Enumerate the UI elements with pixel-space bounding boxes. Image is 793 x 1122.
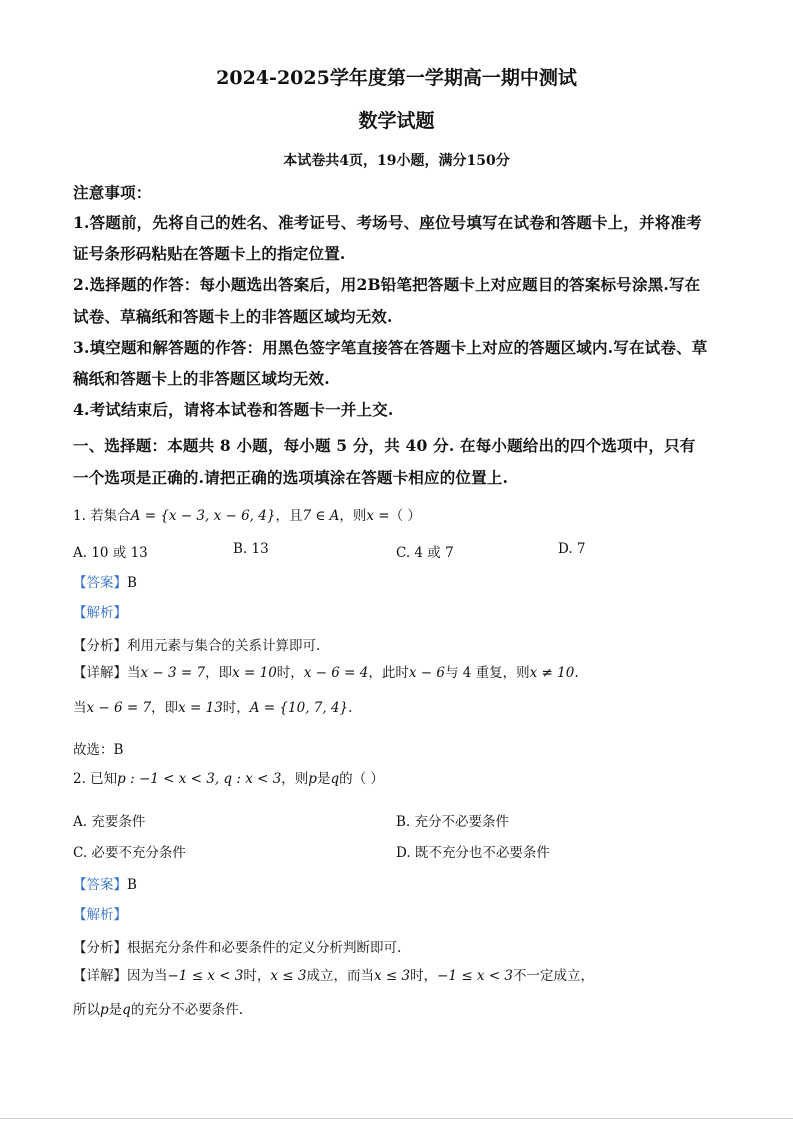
q1-detail-text: 时， [222,700,250,716]
q1-detail-math: x − 6 = 7 [86,700,152,716]
q2-detail-math: q [122,1002,131,1018]
q1-mid: ，且 [275,508,303,524]
notes-line-7: 4.考试结束后，请将本试卷和答题卡一并上交. [73,400,394,419]
q2-detail-text: 时， [410,968,438,984]
q1-detail-math: x = 10 [232,665,277,681]
q2-detail-text: 是 [108,1002,123,1018]
exam-info: 本试卷共4页，19小题，满分150分 [283,153,510,169]
q2-detail-text: 因为当 [127,968,168,984]
q2-fenxi-text: 根据充分条件和必要条件的定义分析判断即可. [127,940,402,956]
q1-fenxi [73,634,320,654]
q1-ask-expr: x = [366,508,390,524]
section1-line-2: 一个选项是正确的.请把正确的选项填涂在答题卡相应的位置上. [73,468,509,487]
q1-detail-text: ，此时 [368,665,409,681]
q2-answer-value: B [127,877,137,893]
q1-tail: （ ） [389,508,421,524]
q2-detail-text: 所以 [73,1002,100,1018]
q1-fenxi-tag: 【分析】 [73,638,127,654]
q2-option-b: B. 充分不必要条件 [396,814,510,830]
notes-line-4: 试卷、草稿纸和答题卡上的非答题区域均无效. [73,307,393,326]
q1-set-expr: A = {x − 3, x − 6, 4} [130,508,276,524]
q2-detail-text: 时， [243,968,271,984]
q2-option-a: A. 充要条件 [73,814,146,830]
q2-detail-math: −1 ≤ x < 3 [167,968,244,984]
q1-detail-line-1 [73,661,579,681]
q1-option-c: C. 4 或 7 [396,545,454,561]
q2-answer [73,873,137,893]
q2-option-c: C. 必要不充分条件 [73,845,186,861]
q1-detail-math: x − 3 = 7 [140,665,206,681]
q1-prefix: 1. 若集合 [73,508,131,524]
q2-fenxi [73,936,401,956]
q2-detail-math: x ≤ 3 [374,968,411,984]
q1-option-a: A. 10 或 13 [73,545,148,561]
q1-answer-value: B [127,575,137,591]
notes-line-6: 稿纸和答题卡上的非答题区域均无效. [73,369,330,388]
notes-line-5: 3.填空题和解答题的作答：用黑色签字笔直接答在答题卡上对应的答题区域内.写在试卷、草 [73,338,708,357]
notes-heading: 注意事项： [73,183,152,202]
q2-stem [73,767,384,787]
exam-title: 2024-2025学年度第一学期高一期中测试 [216,67,577,89]
q1-detail-line-2 [73,696,352,716]
q1-detail-text: 当 [73,700,87,716]
q2-detail-text: 成立，而当 [306,968,375,984]
q2-mid2: 是 [316,771,331,787]
notes-line-2: 证号条形码粘贴在答题卡上的指定位置. [73,244,346,263]
q2-detail-math: x ≤ 3 [270,968,307,984]
q2-option-d: D. 既不充分也不必要条件 [396,845,550,861]
exam-subject: 数学试题 [358,110,435,132]
q2-p: p [308,771,317,787]
q1-option-b: B. 13 [233,541,269,557]
q1-mid2: ，则 [339,508,367,524]
q2-detail-text: 的充分不必要条件. [130,1002,244,1018]
q2-tail: 的（ ） [339,771,384,787]
page-bottom-divider [0,1118,793,1119]
q2-detail-math: p [100,1002,109,1018]
q1-cond-expr: 7 ∈ A [302,508,340,524]
q1-conclusion: 故选：B [73,742,124,758]
q2-detail-line-2 [73,998,243,1018]
notes-line-3: 2.选择题的作答：每小题选出答案后，用2B铅笔把答题卡上对应题目的答案标号涂黑.写在 [73,275,701,294]
q1-analysis-tag: 【解析】 [73,605,127,621]
q2-answer-tag: 【答案】 [73,877,127,893]
notes-line-1: 1.答题前，先将自己的姓名、准考证号、考场号、座位号填写在试卷和答题卡上，并将准考 [73,213,702,232]
q1-detail-text: ，即 [205,665,233,681]
q2-fenxi-tag: 【分析】 [73,940,127,956]
q1-detail-math: A = {10, 7, 4} [249,700,349,716]
q1-detail-text: ，即 [151,700,179,716]
q2-detail-text: 不一定成立， [513,968,595,984]
section1-line-1: 一、选择题：本题共 8 小题，每小题 5 分，共 40 分. 在每小题给出的四个选项中，只有 [73,436,696,455]
q2-xiangjie-tag: 【详解】 [73,968,127,984]
q2-detail-line-1 [73,964,594,984]
q1-xiangjie-tag: 【详解】 [73,665,127,681]
q1-detail-text: 与 4 重复，则 [444,665,530,681]
q2-detail-math: −1 ≤ x < 3 [437,968,514,984]
q1-detail-math: x − 6 = 4 [303,665,369,681]
q1-detail-text: 时， [276,665,304,681]
q1-detail-math: x ≠ 10 [529,665,575,681]
q1-detail-text: . [574,665,579,681]
q2-q: q [330,771,340,787]
q1-fenxi-text: 利用元素与集合的关系计算即可. [127,638,321,654]
q2-analysis-tag: 【解析】 [73,907,127,923]
q1-detail-text: 当 [127,665,141,681]
q1-detail-math: x = 13 [178,700,223,716]
q2-prefix: 2. 已知 [73,771,118,787]
q1-option-d: D. 7 [558,541,586,557]
q1-answer [73,571,137,591]
q2-mid: ，则 [281,771,309,787]
q2-cond-expr: p : −1 < x < 3, q : x < 3 [117,771,282,787]
q1-detail-math: x − 6 [408,665,445,681]
q1-answer-tag: 【答案】 [73,575,127,591]
q1-stem [73,504,421,524]
q1-detail-text: . [348,700,353,716]
